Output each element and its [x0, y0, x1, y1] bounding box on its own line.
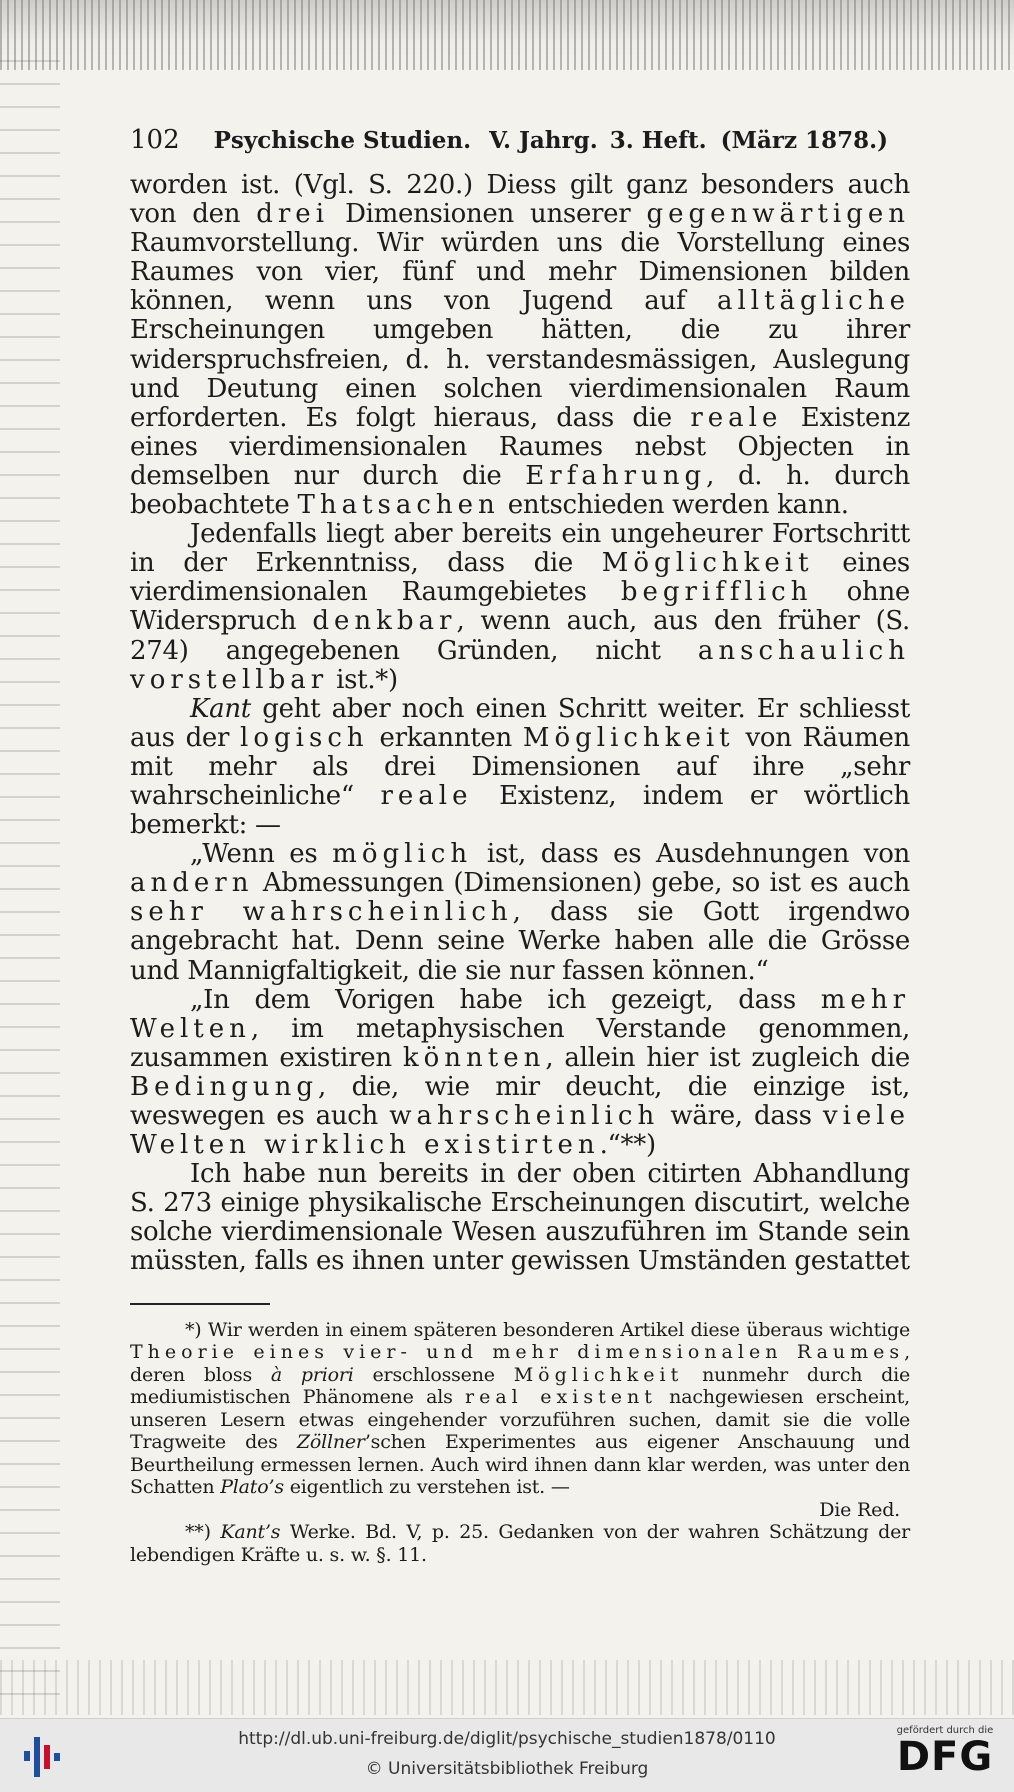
paragraph	[130, 695, 910, 840]
emphasis-spaced: Möglichkeit	[522, 722, 735, 753]
emphasis-spaced: reale	[690, 402, 783, 433]
footnote	[130, 1521, 910, 1566]
emphasis-spaced: Bedingung	[130, 1071, 318, 1102]
text-run: erschlossene	[353, 1363, 514, 1386]
emphasis-spaced: könnten	[402, 1042, 546, 1073]
text-run: .“**)	[599, 1130, 656, 1161]
dfg-wordmark: DFG	[896, 1734, 994, 1780]
emphasis-spaced: anschaulich vorstellbar	[130, 635, 910, 695]
paragraph	[130, 1160, 910, 1276]
text-run: Existenz, indem er wörtlich bemerkt: —	[130, 780, 910, 841]
emphasis-spaced: alltägliche	[716, 286, 910, 317]
text-run: ist.*)	[328, 664, 398, 695]
paragraph	[130, 840, 910, 985]
emphasis-spaced: Thatsachen	[297, 490, 500, 521]
permalink-url[interactable]: http://dl.ub.uni-freiburg.de/diglit/psychische_studien1878/0110	[238, 1729, 776, 1749]
text-run: Dimensionen unserer	[329, 199, 647, 230]
body-text	[130, 171, 910, 1277]
dfg-logo[interactable]	[890, 1725, 1000, 1778]
text-run: , dass sie Gott irgendwo angebracht hat. Denn seine Werke haben alle die Grösse und Mannigfaltigkeit, die sie nur fassen können.“	[130, 897, 911, 986]
emphasis-spaced: reale	[380, 780, 473, 811]
text-run: erkannten	[368, 722, 523, 753]
text-run: *) Wir werden in einem späteren besonderen Artikel diese überaus wichtige	[185, 1318, 910, 1341]
text-run: Werke. Bd. V, p. 25. Gedanken von der wahren Schätzung der lebendigen Kräfte u. s. w. §. 11.	[130, 1521, 911, 1566]
emphasis-spaced: viele Welten wirklich existirten	[130, 1101, 910, 1161]
text-run: „Wenn es	[190, 839, 333, 870]
dfg-caption: gefördert durch die	[896, 1725, 994, 1736]
text-run: Abmessungen (Dimensionen) gebe, so ist es auch	[253, 868, 910, 899]
text-run: von Räumen mit mehr als drei Dimensionen auf ihre „sehr wahrscheinliche“	[130, 722, 911, 811]
text-run: , wenn auch, aus den früher (S. 274) angegebenen Gründen, nicht	[130, 606, 910, 666]
issue-label: 3. Heft.	[609, 127, 707, 154]
text-run: wäre, dass	[659, 1101, 823, 1131]
emphasis-spaced: drei	[256, 199, 330, 230]
emphasis-spaced: andern	[130, 868, 254, 899]
text-run: Existenz eines vierdimensionalen Raumes nebst Objecten in demselben nur durch die	[130, 402, 910, 491]
issue-date: (März 1878.)	[720, 127, 888, 154]
paragraph	[130, 171, 910, 520]
text-run: entschieden werden kann.	[499, 490, 849, 521]
text-run: , d. h. durch beobachtete	[130, 460, 910, 521]
emphasis-spaced: mehr Welten	[130, 984, 910, 1044]
text-run: ’schen Experimentes aus eigener Anschauung und Beurtheilung ermessen lernen. Auch wird ihnen dann klar werden, was unter den Schatten	[130, 1431, 910, 1499]
emphasis-spaced: wahrscheinlich	[389, 1101, 660, 1131]
running-head	[130, 125, 910, 159]
page-content	[130, 125, 910, 1566]
emphasis-italic: Kant’s	[220, 1521, 281, 1544]
emphasis-spaced: logisch	[240, 722, 369, 753]
emphasis-spaced: Erfahrung	[525, 460, 707, 491]
emphasis-spaced: Möglichkeit	[513, 1363, 684, 1386]
emphasis-spaced: sehr wahrscheinlich	[130, 897, 513, 928]
text-run: Erscheinungen umgeben hätten, die zu ihrer widerspruchsfreien, d. h. verstandesmässigen, Auslegung und Deutung einen solchen vierdimensionalen Raum erforderten. Es folgt hieraus, dass die	[130, 315, 910, 433]
emphasis-spaced: denkbar	[312, 606, 457, 637]
viewer-footer	[0, 1718, 1014, 1792]
emphasis-italic: Kant	[190, 693, 251, 724]
text-run: „In dem Vorigen habe ich gezeigt, dass	[190, 984, 821, 1015]
emphasis-spaced: gegenwärtigen	[646, 199, 910, 230]
text-run: , im metaphysischen Verstande genommen, zusammen existiren	[130, 1013, 910, 1073]
emphasis-spaced: möglich	[332, 839, 473, 870]
emphasis-italic: Zöllner	[296, 1431, 365, 1454]
text-run: ohne Widerspruch	[130, 577, 910, 637]
scan-edge-left	[0, 60, 60, 1710]
text-run: Raumvorstellung. Wir würden uns die Vorstellung eines Raumes von vier, fünf und mehr Dimensionen bilden können, wenn uns von Jugend auf	[130, 228, 910, 317]
editor-signature: Die Red.	[819, 1498, 900, 1521]
text-run: Ich habe nun bereits in der oben citirten Abhandlung S. 273 einige physikalische Erscheinungen discutirt, welche solche vierdimensionale Wesen auszuführen im Stande sein müssten, falls es ihnen unter gewissen Umständen gestattet	[130, 1159, 910, 1277]
paragraph	[130, 986, 910, 1161]
emphasis-spaced: begrifflich	[620, 577, 813, 608]
emphasis-spaced: Theorie eines vier- und mehr dimensionalen Raumes	[130, 1341, 905, 1364]
text-run: , allein hier ist zugleich die	[545, 1042, 910, 1073]
text-run: eigentlich zu verstehen ist. —	[283, 1476, 570, 1499]
text-run: geht aber noch einen Schritt weiter. Er schliesst aus der	[130, 693, 910, 753]
volume-label: V. Jahrg.	[489, 127, 598, 154]
text-run: **)	[185, 1521, 221, 1544]
emphasis-italic: Plato’s	[220, 1476, 284, 1499]
text-run: nunmehr durch die mediumistischen Phänomene als	[130, 1363, 911, 1409]
text-run: ist, dass es Ausdehnungen von	[472, 839, 910, 870]
footnote	[130, 1319, 910, 1499]
emphasis-spaced: real existent	[465, 1386, 657, 1409]
text-run: eines vierdimensionalen Raumgebietes	[130, 548, 910, 608]
text-run: nachgewiesen erscheint, unseren Lesern etwas eingehender vorzuführen suchen, damit sie die volle Tragweite des	[130, 1386, 910, 1454]
emphasis-spaced: Möglichkeit	[601, 548, 814, 579]
journal-title: Psychische Studien.	[213, 127, 472, 154]
text-run: Jedenfalls liegt aber bereits ein ungeheurer Fortschritt in der Erkenntniss, dass die	[130, 519, 910, 579]
footnotes	[130, 1319, 910, 1567]
text-run: worden ist. (Vgl. S. 220.) Diess gilt ganz besonders auch von den	[130, 170, 910, 230]
text-run: , deren bloss	[130, 1341, 910, 1386]
footnote-rule	[130, 1303, 270, 1305]
scan-edge-top	[0, 0, 1014, 70]
text-run: , die, wie mir deucht, die einzige ist, weswegen es auch	[130, 1071, 910, 1131]
copyright-notice: © Universitätsbibliothek Freiburg	[365, 1759, 649, 1779]
page-number: 102	[130, 125, 180, 155]
paragraph	[130, 520, 910, 695]
emphasis-italic: à priori	[270, 1363, 354, 1386]
scan-edge-bottom	[0, 1660, 1014, 1715]
